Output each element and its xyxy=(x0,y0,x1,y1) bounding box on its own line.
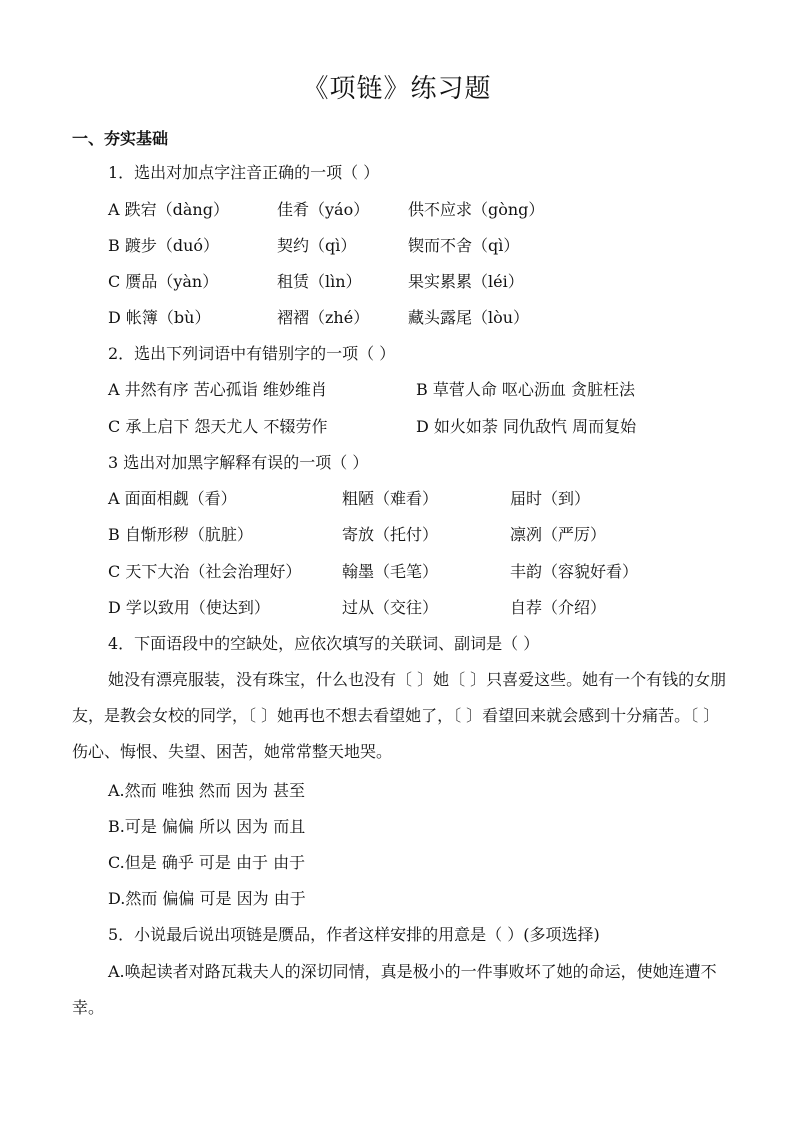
q3-option-d: D 学以致用（使达到） xyxy=(108,598,270,617)
q4-option-c: C.但是 确乎 可是 由于 由于 xyxy=(108,853,306,872)
q3-option-c-item3: 丰韵（容貌好看） xyxy=(510,562,639,581)
q1-option-c-item2: 租赁（lìn） xyxy=(277,272,362,291)
question-4-stem: 4．下面语段中的空缺处，应依次填写的关联词、副词是（ ） xyxy=(108,634,540,653)
q3-option-d-item3: 自荐（介绍） xyxy=(510,598,607,617)
q1-option-c: C 赝品（yàn） xyxy=(108,272,219,291)
question-2-stem: 2．选出下列词语中有错别字的一项（ ） xyxy=(108,344,396,363)
q3-option-b-item2: 寄放（托付） xyxy=(342,525,439,544)
q3-option-a-item3: 届时（到） xyxy=(510,489,591,508)
q3-option-b-item3: 凛冽（严厉） xyxy=(510,525,607,544)
section-heading: 一、夯实基础 xyxy=(72,129,169,148)
q1-option-b-item3: 锲而不舍（qì） xyxy=(408,236,520,255)
q3-option-d-item2: 过从（交往） xyxy=(342,598,439,617)
q5-option-a: A.唤起读者对路瓦栽夫人的深切同情，真是极小的一件事败坏了她的命运，使她连遭不幸。 xyxy=(72,962,717,1017)
document-title: 《项链》练习题 xyxy=(302,74,492,104)
q4-option-d: D.然而 偏偏 可是 因为 由于 xyxy=(108,889,306,908)
q2-option-a: A 井然有序 苦心孤诣 维妙维肖 xyxy=(108,380,327,399)
q1-option-b: B 踱步（duó） xyxy=(108,236,220,255)
q1-option-b-item2: 契约（qì） xyxy=(277,236,357,255)
question-1-stem: 1．选出对加点字注音正确的一项（ ） xyxy=(108,163,380,182)
q1-option-d: D 帐簿（bù） xyxy=(108,308,211,327)
q3-option-c: C 天下大治（社会治理好） xyxy=(108,562,302,581)
q1-option-a: A 跌宕（dàng） xyxy=(108,200,229,219)
q2-option-b: B 草菅人命 呕心沥血 贪脏枉法 xyxy=(416,380,636,399)
q4-passage: 她没有漂亮服装，没有珠宝，什么也没有〔 〕她〔 〕只喜爱这些。她有一个有钱的女朋友，是教会女校的同学，〔 〕她再也不想去看望她了，〔 〕看望回来就会感到十分痛苦。〔 〕伤心、悔恨、失望、困苦，她常常整天地哭。 xyxy=(72,670,727,761)
q1-option-c-item3: 果实累累（léi） xyxy=(408,272,524,291)
question-5-stem: 5．小说最后说出项链是赝品，作者这样安排的用意是（ ）(多项选择) xyxy=(108,925,600,944)
q2-option-c: C 承上启下 怨天尤人 不辍劳作 xyxy=(108,417,328,436)
question-3-stem: 3 选出对加黑字解释有误的一项（ ） xyxy=(108,453,369,472)
q1-option-d-item3: 藏头露尾（lòu） xyxy=(408,308,530,327)
q1-option-a-item3: 供不应求（gòng） xyxy=(408,200,545,219)
q3-option-a: A 面面相觑（看） xyxy=(108,489,237,508)
q3-option-b: B 自惭形秽（肮脏） xyxy=(108,525,253,544)
q2-option-d: D 如火如荼 同仇敌忾 周而复始 xyxy=(416,417,637,436)
q1-option-d-item2: 褶褶（zhé） xyxy=(277,308,370,327)
q4-option-a: A.然而 唯独 然而 因为 甚至 xyxy=(108,781,305,800)
q4-option-b: B.可是 偏偏 所以 因为 而且 xyxy=(108,817,306,836)
q3-option-c-item2: 翰墨（毛笔） xyxy=(342,562,439,581)
q1-option-a-item2: 佳肴（yáo） xyxy=(277,200,370,219)
q3-option-a-item2: 粗陋（难看） xyxy=(342,489,439,508)
